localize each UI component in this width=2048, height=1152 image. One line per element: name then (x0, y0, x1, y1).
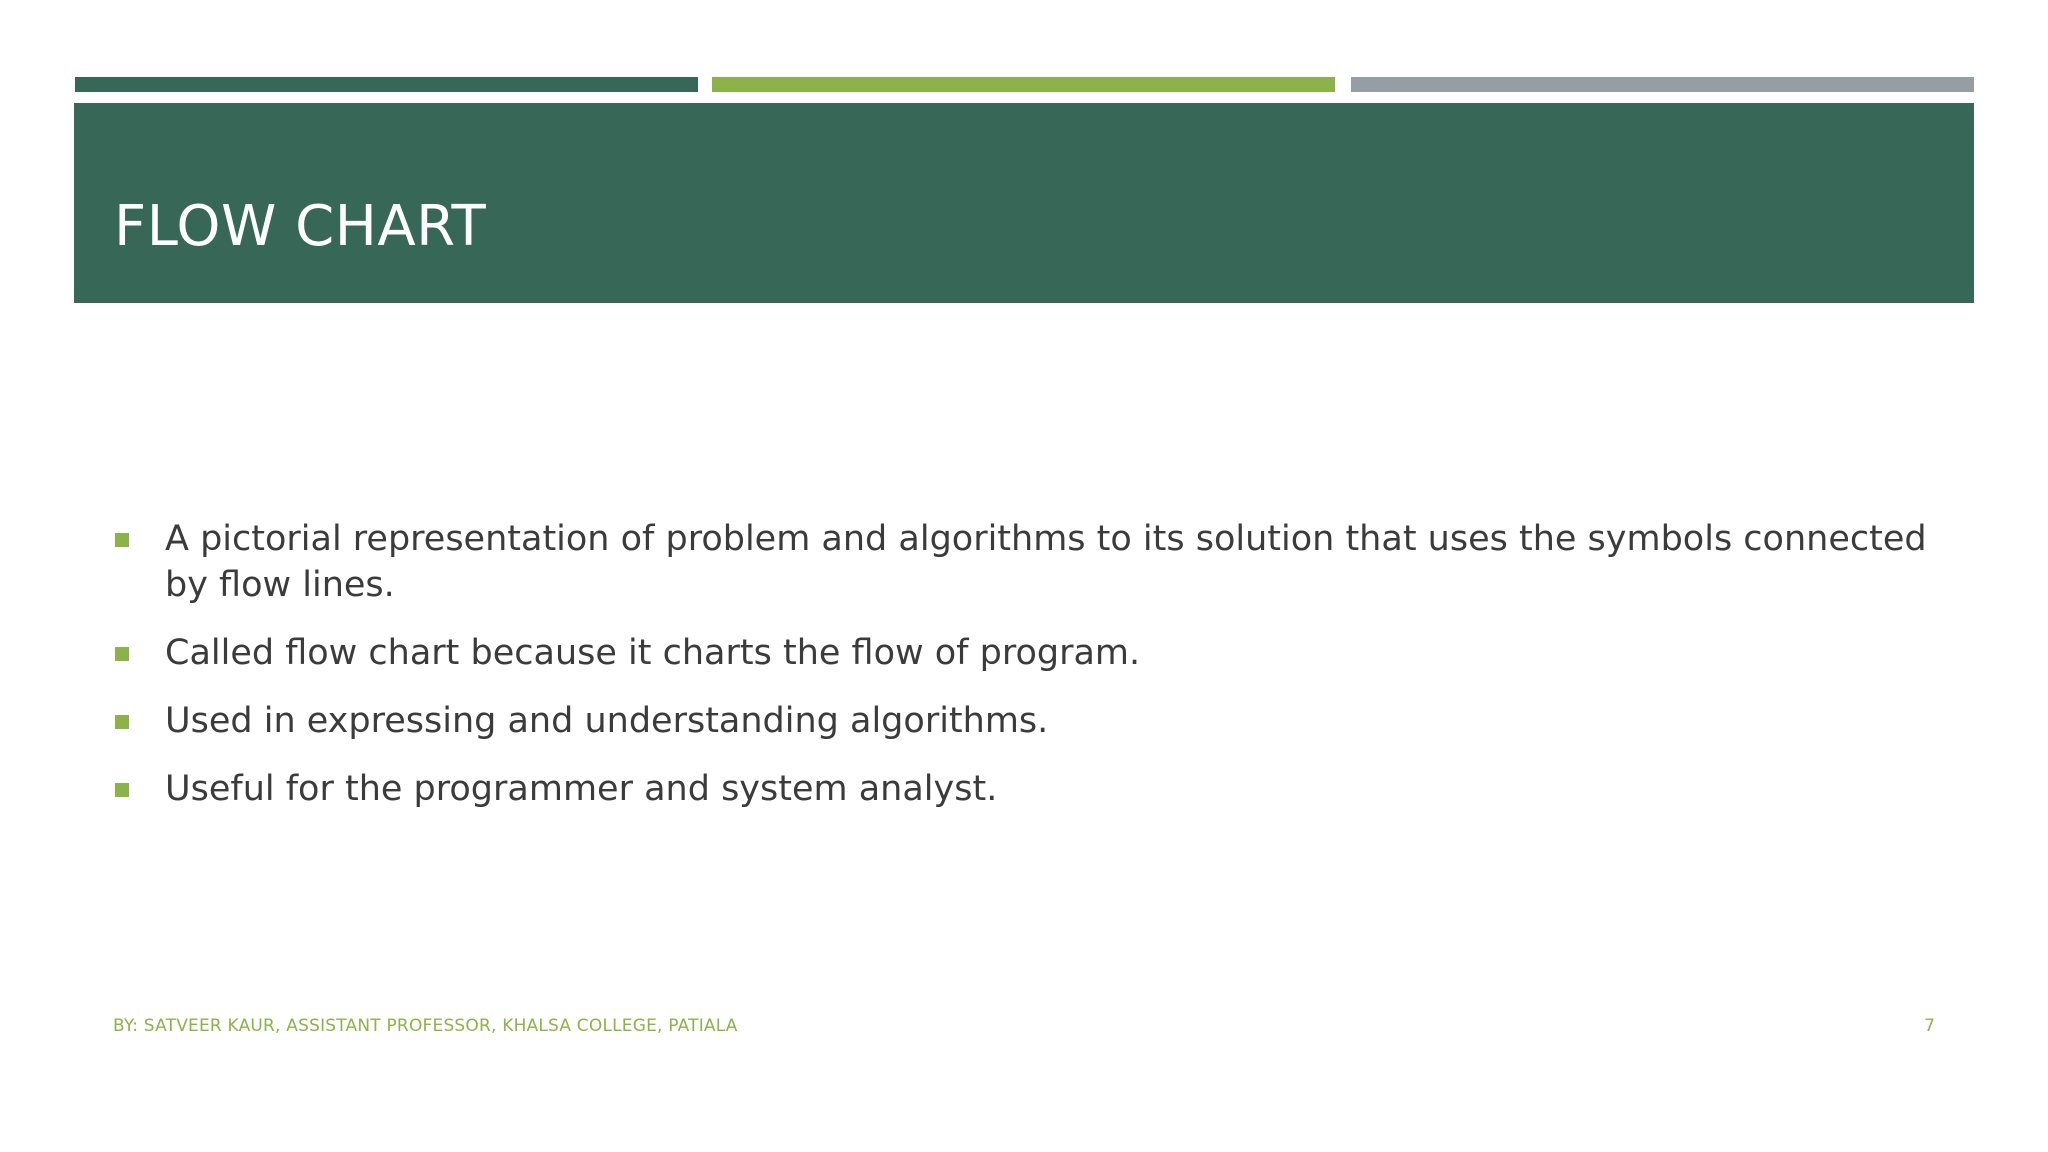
bullet-item (114, 630, 1934, 676)
bullet-list (114, 516, 1934, 812)
square-bullet-icon (115, 533, 129, 547)
content-area (114, 516, 1934, 834)
bullet-item (114, 766, 1934, 812)
slide-title: FLOW CHART (114, 194, 487, 259)
slide-footer: BY: SATVEER KAUR, ASSISTANT PROFESSOR, KHALSA COLLEGE, PATIALA (113, 1016, 738, 1036)
page-number: 7 (1924, 1016, 1935, 1036)
title-band (74, 103, 1974, 303)
top-accent-bar-dark-green (75, 77, 698, 92)
top-accent-bar-gray (1351, 77, 1974, 92)
bullet-item (114, 698, 1934, 744)
bullet-item (114, 516, 1934, 608)
top-accent-bar-light-green (712, 77, 1335, 92)
bullet-text: Useful for the programmer and system analyst. (165, 769, 998, 809)
bullet-text: Called flow chart because it charts the flow of program. (165, 633, 1141, 673)
square-bullet-icon (115, 783, 129, 797)
bullet-text: A pictorial representation of problem and algorithms to its solution that uses the symbols connected by flow lines. (165, 519, 1927, 605)
square-bullet-icon (115, 647, 129, 661)
bullet-text: Used in expressing and understanding algorithms. (165, 701, 1049, 741)
square-bullet-icon (115, 715, 129, 729)
